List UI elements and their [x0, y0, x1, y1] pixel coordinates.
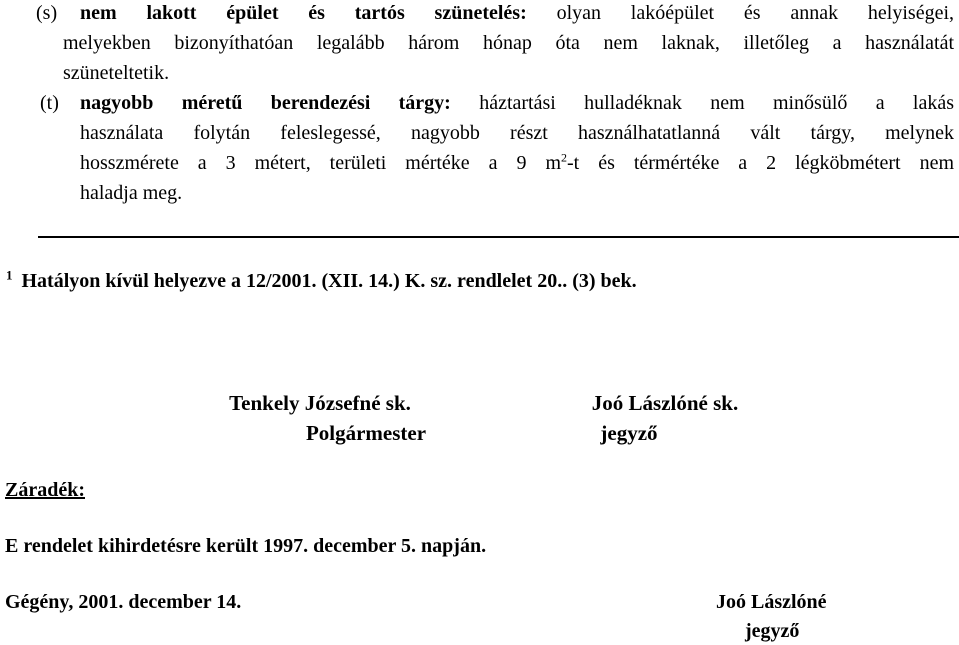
clause-heading: Záradék: [5, 479, 85, 501]
signature-left-title: Polgármester [305, 421, 427, 445]
item-s-line-3: szüneteltetik. [63, 62, 170, 84]
item-t-line-2: használata folytán feleslegessé, nagyobb részt használhatatlanná vált tárgy, melynek [80, 122, 954, 144]
footnote-text: Hatályon kívül helyezve a 12/2001. (XII. 14.) K. sz. rendlelet 20.. (3) bek. [21, 270, 637, 292]
footer-signer-title: jegyző [745, 620, 800, 642]
item-s-line-1 [80, 0, 954, 28]
item-t-marker: (t) [40, 92, 59, 114]
item-s-line-2: melyekben bizonyíthatóan legalább három hónap óta nem laknak, illetőleg a használatát [63, 32, 954, 54]
item-t-term: nagyobb méretű berendezési tárgy: [80, 92, 451, 114]
item-t-line-3-b: -t és térmértéke a 2 légköbmétert nem [567, 152, 955, 174]
item-t-line-1-rest: háztartási hulladéknak nem minősülő a lakás [479, 92, 955, 114]
clause-text: E rendelet kihirdetésre került 1997. december 5. napján. [5, 535, 487, 557]
item-t-line-3-sup: 2 [561, 150, 568, 165]
footnote [6, 267, 637, 293]
item-t-line-3 [80, 148, 954, 178]
footer-signer-name: Joó Lászlóné [716, 591, 827, 613]
footnote-separator [38, 236, 959, 238]
item-t-line-4: haladja meg. [80, 182, 183, 204]
item-t-line-1 [80, 88, 954, 118]
item-t-line-3-a: hosszmérete a 3 métert, területi mértéke a 9 m [80, 152, 562, 174]
item-s-marker: (s) [36, 2, 58, 24]
signature-right-title: jegyző [600, 421, 658, 445]
footnote-number: 1 [6, 267, 13, 283]
item-s-line-1-rest: olyan lakóépület és annak helyiségei, [556, 2, 955, 24]
signature-left-name: Tenkely Józsefné sk. [229, 391, 411, 415]
item-s-term: nem lakott épület és tartós szünetelés: [80, 2, 527, 24]
footer-place-date: Gégény, 2001. december 14. [5, 591, 242, 613]
signature-right-name: Joó Lászlóné sk. [591, 391, 739, 415]
